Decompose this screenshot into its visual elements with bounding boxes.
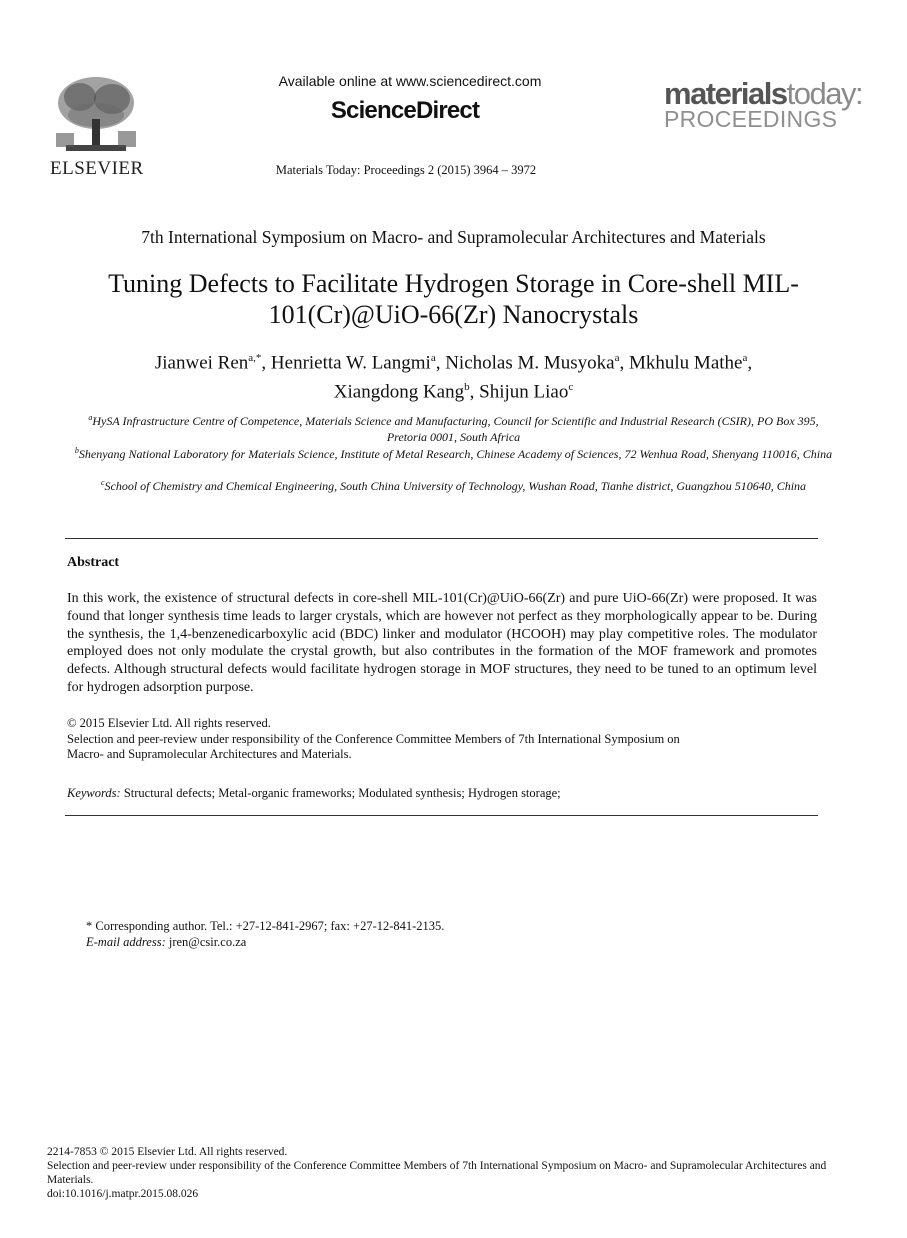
author-sep: , (469, 381, 480, 403)
author-sep: , (261, 352, 271, 374)
affiliation-sup: c (100, 478, 105, 487)
author: Mkhulu Mathe (629, 352, 743, 374)
author: Henrietta W. Langmi (270, 352, 431, 374)
affiliation-a (70, 410, 837, 445)
author-sup: a (430, 352, 436, 364)
tree-icon (50, 75, 142, 157)
page-footer (47, 1145, 867, 1201)
author: Shijun Liao (479, 381, 569, 403)
author-sep: , (747, 352, 753, 374)
author-sup: a,* (248, 352, 262, 364)
divider-bottom (65, 815, 818, 816)
abstract-body: In this work, the existence of structural defects in core-shell MIL-101(Cr)@UiO-66(Zr) and pure UiO-66(Zr) were proposed. It was found that longer synthesis time leads to larger crystals, which are however not perfect as they morphologically appear to be. During the synthesis, the 1,4-benzenedicarboxylic acid (BDC) linker and modulator (HCOOH) may play competitive roles. The modulator employed does not only modulate the crystal growth, but also contributes in the formation of the MOF framework and promotes defects. Although structural defects would facilitate hydrogen storage in MOF structures, they need to be tuned to an optimum level for hydrogen adsorption purpose. (67, 591, 817, 695)
author-sup: c (568, 381, 574, 394)
author-list (60, 346, 847, 405)
publisher-name: ELSEVIER (50, 158, 144, 179)
author-sep: , (619, 352, 629, 374)
affiliation-text: HySA Infrastructure Centre of Competence, Materials Science and Manufacturing, Council for Scientific and Industrial Research (CSIR), PO Box 395, Pretoria 0001, South Africa (92, 414, 819, 444)
author-sup: b (464, 381, 470, 394)
affiliation-c (70, 475, 837, 494)
affiliation-text: School of Chemistry and Chemical Engineering, South China University of Technology, Wushan Road, Tianhe district, Guangzhou 510640, China (104, 479, 807, 493)
author: Xiangdong Kang (333, 381, 465, 403)
email-label: E-mail address: (86, 935, 166, 949)
materials-today-logo (664, 76, 864, 132)
peer-review-line-2: Macro- and Supramolecular Architectures and Materials. (67, 747, 352, 761)
sciencedirect-logo: ScienceDirect (330, 97, 480, 124)
footer-doi[interactable]: doi:10.1016/j.matpr.2015.08.026 (47, 1188, 199, 1200)
abstract-heading: Abstract (67, 555, 120, 570)
author-sep: , (435, 352, 446, 374)
conference-name: 7th International Symposium on Macro- and Supramolecular Architectures and Materials (141, 227, 766, 247)
corresponding-author (86, 918, 806, 950)
author-sup: a (742, 352, 748, 364)
mt-logo-bold: materials (664, 76, 787, 111)
mt-logo-light: today: (786, 76, 863, 111)
divider-top (65, 538, 818, 539)
keywords-text: Structural defects; Metal-organic frameworks; Modulated synthesis; Hydrogen storage; (120, 786, 561, 800)
paper-title: Tuning Defects to Facilitate Hydrogen Storage in Core-shell MIL-101(Cr)@UiO-66(Zr) Nanocrystals (108, 269, 799, 329)
journal-reference: Materials Today: Proceedings 2 (2015) 3964 – 3972 (275, 163, 537, 177)
affiliation-b (70, 443, 837, 462)
affiliation-sup: a (88, 413, 93, 422)
keywords (67, 786, 817, 801)
available-online-link[interactable]: Available online at www.sciencedirect.com (278, 73, 542, 89)
peer-review-line: Selection and peer-review under responsibility of the Conference Committee Members of 7th International Symposium on (67, 731, 680, 746)
author-sup: a (614, 352, 620, 364)
corresponding-contact: * Corresponding author. Tel.: +27-12-841-2967; fax: +27-12-841-2135. (86, 919, 445, 933)
keywords-label: Keywords: (67, 786, 121, 800)
author: Nicholas M. Musyoka (445, 352, 615, 374)
author: Jianwei Ren (154, 352, 249, 374)
email-link[interactable]: jren@csir.co.za (165, 935, 247, 949)
copyright-block (67, 716, 817, 763)
affiliation-sup: b (74, 446, 79, 455)
affiliation-text: Shenyang National Laboratory for Materials Science, Institute of Metal Research, Chinese Academy of Sciences, 72 Wenhua Road, Shenyang 110016, China (78, 447, 833, 461)
footer-peer-review: Selection and peer-review under responsibility of the Conference Committee Members of 7th International Symposium on Macro- and Supramolecular Architectures and Materials. (47, 1160, 827, 1186)
footer-issn: 2214-7853 © 2015 Elsevier Ltd. All rights reserved. (47, 1146, 288, 1158)
copyright-line: © 2015 Elsevier Ltd. All rights reserved. (67, 716, 271, 730)
mt-logo-sub: PROCEEDINGS (664, 106, 838, 132)
